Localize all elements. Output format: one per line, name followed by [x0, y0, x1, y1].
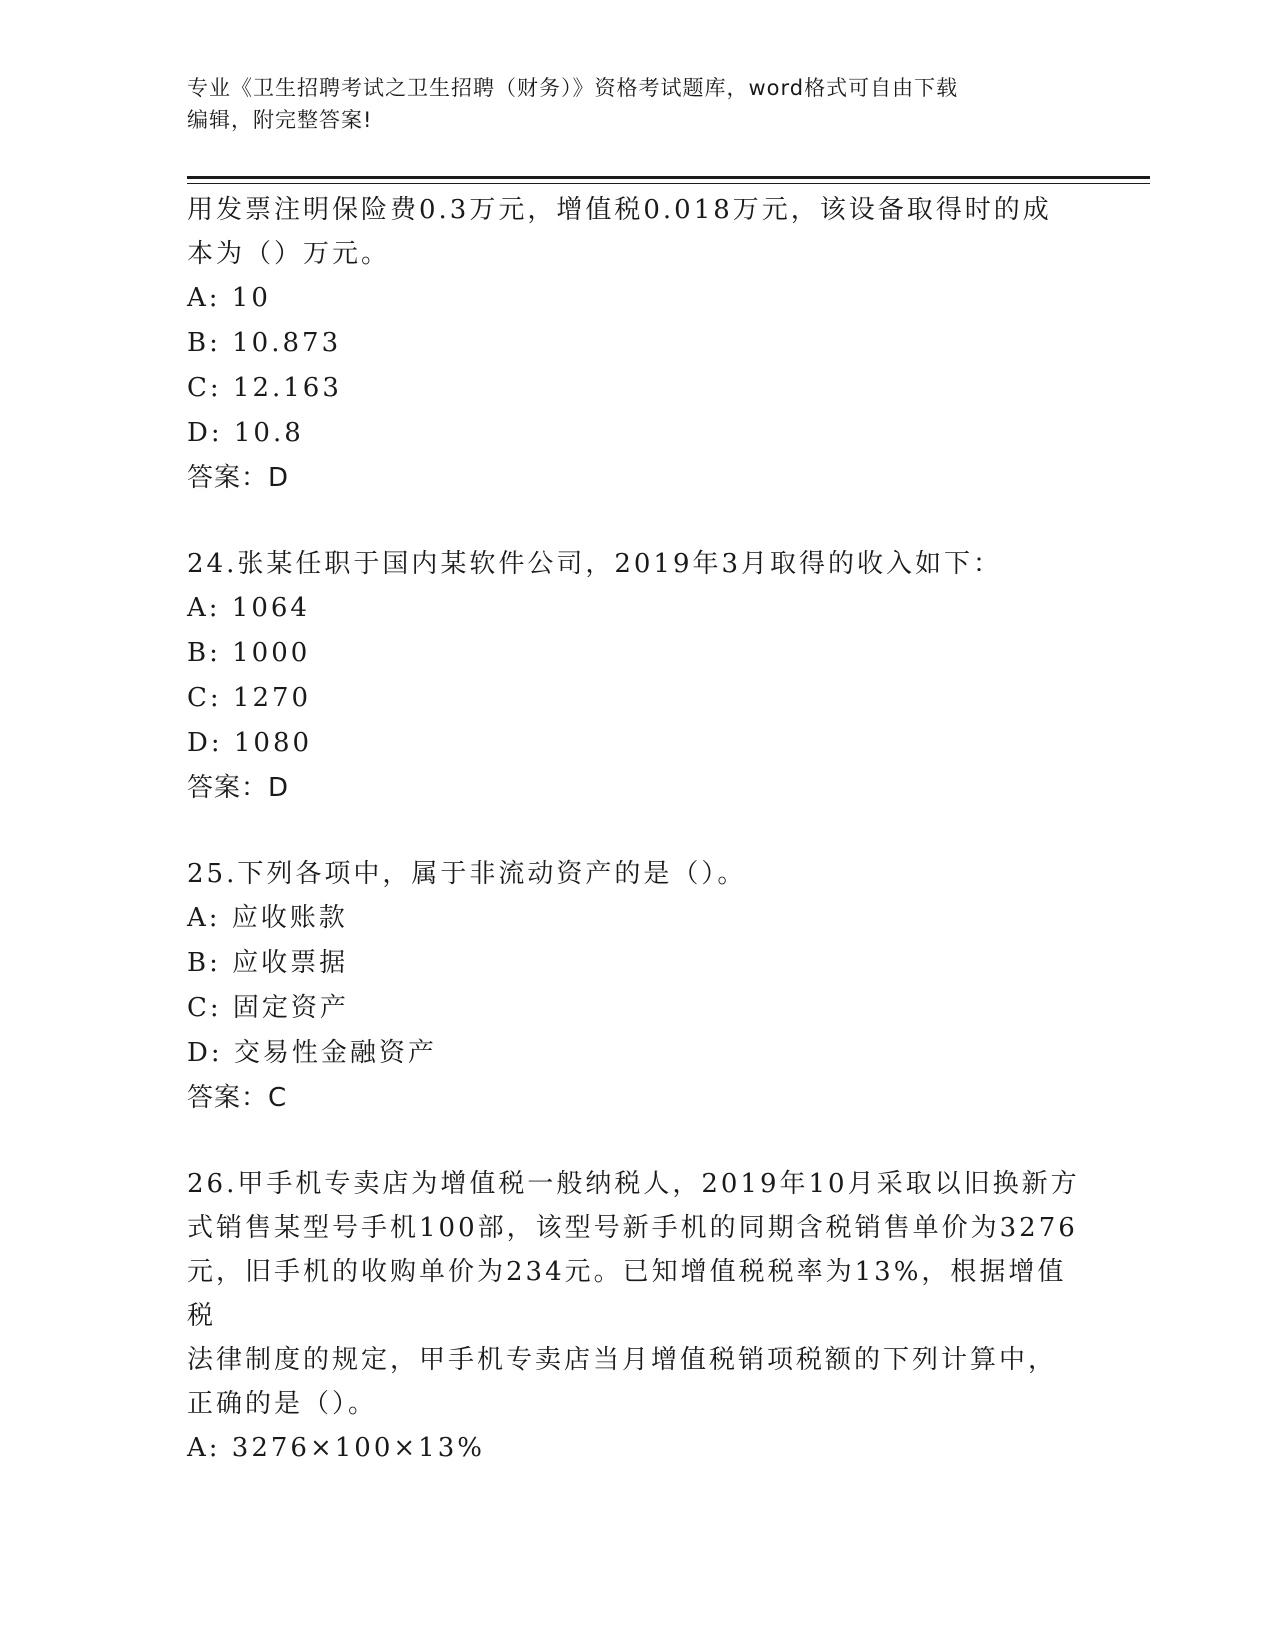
option-b: B: 10.873: [187, 328, 342, 358]
question-text: 26.甲手机专卖店为增值税一般纳税人，2019年10月采取以旧换新方: [187, 1169, 1080, 1199]
option-c: C: 12.163: [187, 373, 342, 403]
question-23: [187, 188, 1092, 500]
spacer: [187, 810, 1092, 852]
answer: 答案：C: [187, 1083, 288, 1113]
option-a: A: 3276×100×13%: [187, 1433, 485, 1463]
option-d: D: 10.8: [187, 418, 304, 448]
header-divider-thick: [187, 176, 1150, 179]
question-text: 元，旧手机的收购单价为234元。已知增值税税率为13%，根据增值税: [187, 1257, 1067, 1331]
answer: 答案：D: [187, 773, 290, 803]
question-text: 法律制度的规定，甲手机专卖店当月增值税销项税额的下列计算中，: [187, 1345, 1058, 1375]
option-b: B: 应收票据: [187, 948, 349, 978]
question-list: [187, 188, 1092, 1471]
option-d: D: 交易性金融资产: [187, 1038, 437, 1068]
header-line-2: 编辑，附完整答案!: [187, 108, 373, 132]
spacer: [187, 500, 1092, 542]
question-text: 24.张某任职于国内某软件公司，2019年3月取得的收入如下：: [187, 549, 1003, 579]
option-a: A: 1064: [187, 593, 310, 623]
option-c: C: 1270: [187, 683, 312, 713]
header-line-1: 专业《卫生招聘考试之卫生招聘（财务）》资格考试题库，word格式可自由下载: [187, 76, 959, 100]
question-text: 本为（）万元。: [187, 239, 391, 269]
option-a: A: 应收账款: [187, 903, 348, 933]
spacer: [187, 1120, 1092, 1162]
option-d: D: 1080: [187, 728, 313, 758]
question-24: [187, 542, 1092, 810]
document-header: [187, 72, 1087, 136]
question-text: 用发票注明保险费0.3万元，增值税0.018万元，该设备取得时的成: [187, 195, 1052, 225]
answer: 答案：D: [187, 463, 290, 493]
question-text: 正确的是（）。: [187, 1389, 378, 1419]
option-c: C: 固定资产: [187, 993, 349, 1023]
question-26: [187, 1162, 1092, 1471]
question-text: 式销售某型号手机100部，该型号新手机的同期含税销售单价为3276: [187, 1213, 1078, 1243]
question-text: 25.下列各项中，属于非流动资产的是（）。: [187, 859, 747, 889]
header-divider-thin: [187, 183, 1150, 184]
option-b: B: 1000: [187, 638, 311, 668]
question-25: [187, 852, 1092, 1120]
option-a: A: 10: [187, 283, 271, 313]
